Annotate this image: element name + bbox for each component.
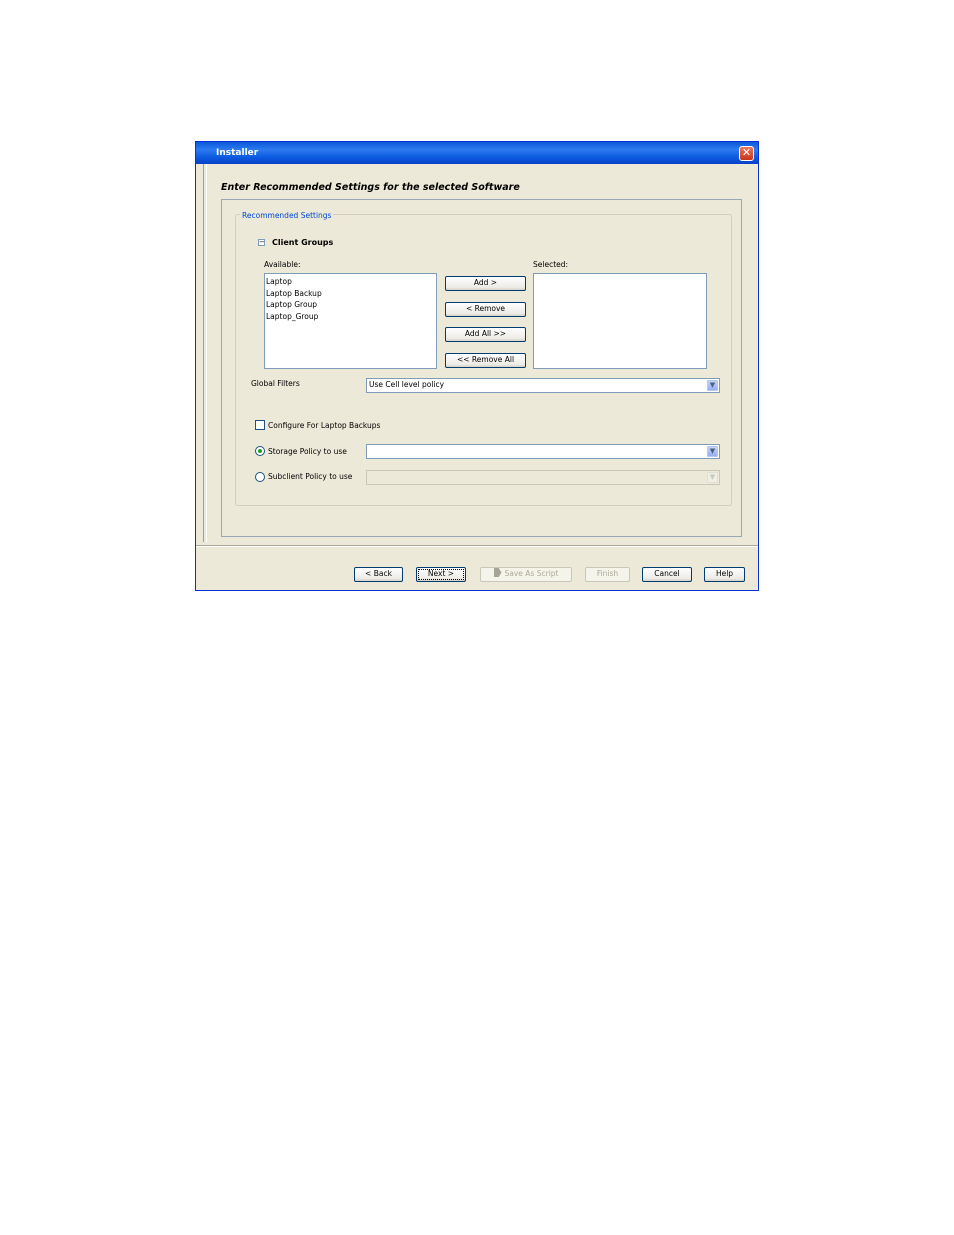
save-as-script-label: Save As Script xyxy=(504,569,559,578)
add-all-button[interactable]: Add All >> xyxy=(445,327,526,342)
back-button[interactable]: < Back xyxy=(354,567,403,582)
subclient-policy-label: Subclient Policy to use xyxy=(268,472,353,481)
configure-laptop-checkbox[interactable] xyxy=(255,420,265,430)
chevron-down-icon: ▼ xyxy=(707,472,718,483)
selected-list[interactable] xyxy=(533,273,707,369)
subclient-policy-select xyxy=(366,470,720,485)
page-heading: Enter Recommended Settings for the selected Software xyxy=(221,182,520,193)
save-as-script-button xyxy=(480,567,572,582)
client-groups-title: Client Groups xyxy=(272,238,334,247)
help-button[interactable]: Help xyxy=(704,567,745,582)
left-divider xyxy=(203,164,204,542)
window-title: Installer xyxy=(216,148,259,158)
next-button[interactable]: Next > xyxy=(416,567,466,582)
footer-divider-highlight xyxy=(196,546,758,547)
available-list[interactable] xyxy=(264,273,437,369)
list-item[interactable]: Laptop Group xyxy=(266,300,318,309)
storage-policy-select[interactable] xyxy=(366,444,720,459)
installer-window xyxy=(195,141,759,591)
list-item[interactable]: Laptop_Group xyxy=(266,311,319,321)
finish-button: Finish xyxy=(585,567,630,582)
left-divider-highlight xyxy=(206,164,207,542)
configure-laptop-label: Configure For Laptop Backups xyxy=(268,421,381,430)
chevron-down-icon[interactable]: ▼ xyxy=(707,446,718,457)
list-item[interactable]: Laptop Backup xyxy=(266,288,322,298)
recommended-settings-legend: Recommended Settings xyxy=(242,211,332,220)
available-label: Available: xyxy=(264,260,301,269)
chevron-down-icon[interactable]: ▼ xyxy=(707,380,718,391)
cancel-button[interactable]: Cancel xyxy=(642,567,692,582)
global-filters-value: Use Cell level policy xyxy=(369,380,445,389)
subclient-policy-radio[interactable] xyxy=(255,472,265,482)
list-item[interactable]: Laptop xyxy=(266,277,292,286)
remove-button[interactable]: < Remove xyxy=(445,302,526,317)
script-icon xyxy=(494,568,502,577)
close-icon[interactable]: ✕ xyxy=(739,146,754,161)
selected-label: Selected: xyxy=(533,260,569,269)
storage-policy-radio[interactable] xyxy=(255,446,265,456)
storage-policy-label: Storage Policy to use xyxy=(268,447,347,456)
collapse-icon[interactable]: − xyxy=(259,238,265,246)
add-button[interactable]: Add > xyxy=(445,276,526,291)
remove-all-button[interactable]: << Remove All xyxy=(445,353,526,368)
title-bar[interactable] xyxy=(196,142,758,164)
global-filters-label: Global Filters xyxy=(251,379,300,388)
global-filters-select[interactable] xyxy=(366,378,720,393)
